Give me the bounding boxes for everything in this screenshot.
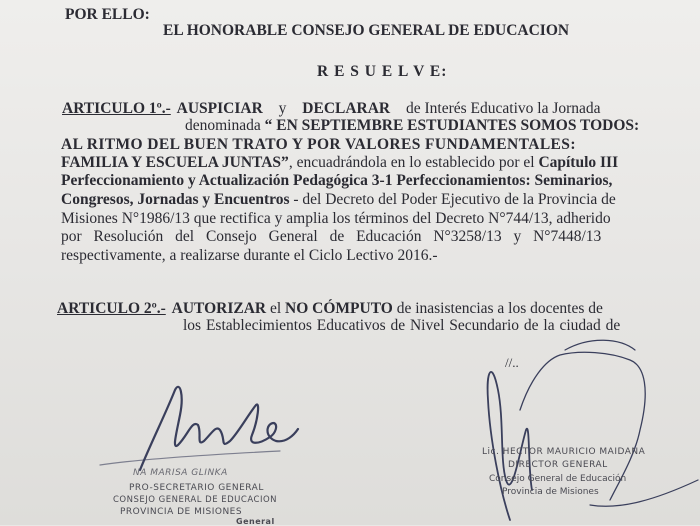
articulo1-line2: denominada “ EN SEPTIEMBRE ESTUDIANTES SOMOS TODOS: — [185, 117, 640, 134]
articulo1-line5: Perfeccionamiento y Actualización Pedagógica 3-1 Perfeccionamientos: Seminarios, — [61, 172, 613, 189]
articulo1-line8: por Resolución del Consejo General de Educación N°3258/13 y N°7448/13 — [61, 228, 602, 245]
articulo1-label: ARTICULO 1º.- — [62, 100, 171, 117]
signature-right-name: Lic. HECTOR MAURICIO MAIDANA — [482, 447, 646, 457]
signature-left-org: CONSEJO GENERAL DE EDUCACION — [113, 495, 277, 505]
signature-left-cut-text: General — [236, 517, 275, 526]
articulo2-line2: los Establecimientos Educativos de Nivel Secundario de la ciudad de — [183, 317, 621, 334]
signature-left-scrawl — [80, 375, 300, 475]
articulo1-line6: Congresos, Jornadas y Encuentros - del Decreto del Poder Ejecutivo de la Provincia de — [61, 191, 616, 208]
articulo1-line4: FAMILIA Y ESCUELA JUNTAS”, encuadrándola en lo establecido por el Capítulo III — [61, 154, 619, 171]
signature-left-province: PROVINCIA DE MISIONES — [120, 507, 243, 517]
articulo1-line3: AL RITMO DEL BUEN TRATO Y POR VALORES FUNDAMENTALES: — [61, 136, 576, 153]
resuelve-heading: R E S U E L V E: — [317, 63, 448, 80]
signature-left-name: NA MARISA GLINKA — [133, 468, 228, 478]
council-heading: EL HONORABLE CONSEJO GENERAL DE EDUCACION — [163, 22, 570, 39]
signature-left-role: PRO-SECRETARIO GENERAL — [129, 483, 264, 493]
continuation-mark: //.. — [505, 355, 519, 370]
signature-right-province: Provincia de Misiones — [502, 487, 599, 497]
por-ello-heading: POR ELLO: — [65, 6, 150, 23]
articulo2-label: ARTICULO 2º.- — [57, 300, 166, 317]
articulo1-line7: Misiones N°1986/13 que rectifica y amplia los términos del Decreto N°744/13, adherido — [61, 210, 611, 227]
articulo1-line1: ARTICULO 1º.- AUSPICIAR y DECLARAR de Interés Educativo la Jornada — [62, 100, 601, 117]
signature-right-org: Consejo General de Educación — [489, 474, 627, 484]
signature-right-role: DIRECTOR GENERAL — [508, 460, 608, 470]
articulo1-line9: respectivamente, a realizarse durante el Ciclo Lectivo 2016.- — [61, 247, 438, 264]
articulo2-line1: ARTICULO 2º.- AUTORIZAR el NO CÓMPUTO de inasistencias a los docentes de — [57, 300, 603, 317]
